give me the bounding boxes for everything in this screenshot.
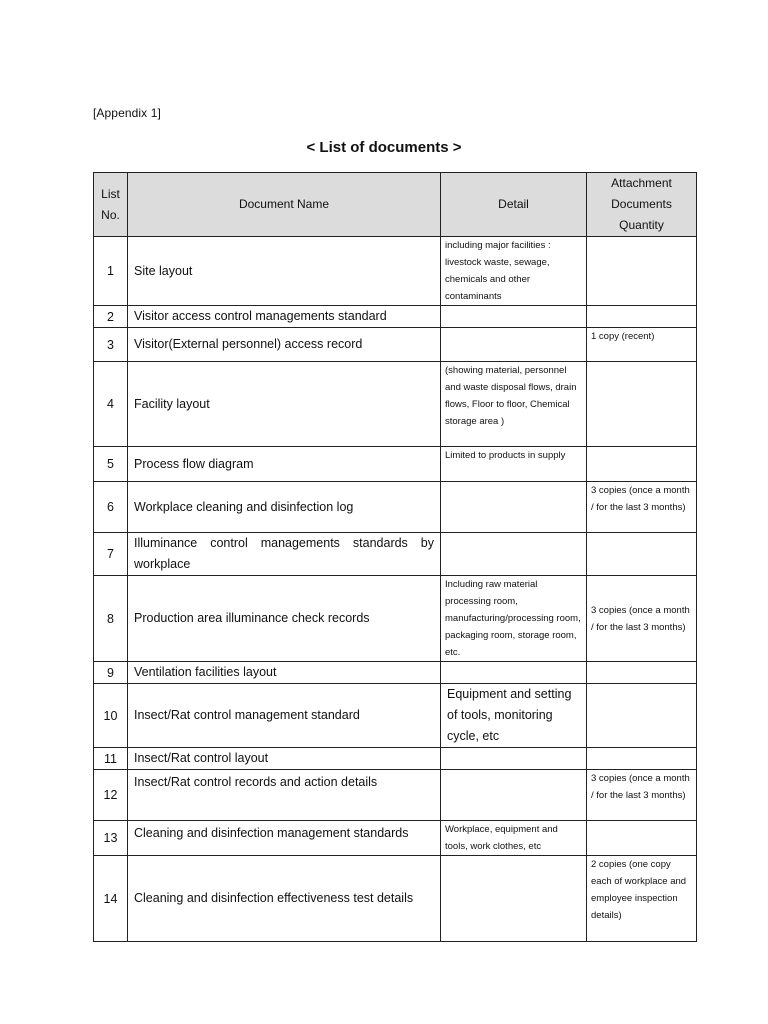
table-row bbox=[94, 482, 697, 533]
document-name: Production area illuminance check records bbox=[128, 576, 441, 662]
document-detail: including major facilities : livestock waste, sewage, chemicals and other contaminants bbox=[441, 237, 587, 306]
document-name: Site layout bbox=[128, 237, 441, 306]
table-row bbox=[94, 856, 697, 942]
attachment-quantity bbox=[587, 748, 697, 770]
row-number: 7 bbox=[94, 533, 128, 576]
attachment-quantity bbox=[587, 533, 697, 576]
row-number: 4 bbox=[94, 362, 128, 447]
document-name: Process flow diagram bbox=[128, 447, 441, 482]
row-number: 1 bbox=[94, 237, 128, 306]
document-name: Visitor access control managements standard bbox=[128, 306, 441, 328]
attachment-quantity: 3 copies (once a month / for the last 3 months) bbox=[587, 770, 697, 821]
header-attachment-quantity bbox=[587, 173, 697, 237]
document-name: Insect/Rat control management standard bbox=[128, 684, 441, 748]
header-attachment-line2: Documents bbox=[611, 197, 672, 211]
document-detail: Workplace, equipment and tools, work clothes, etc bbox=[441, 821, 587, 856]
page-title: < List of documents > bbox=[306, 139, 462, 156]
attachment-quantity bbox=[587, 684, 697, 748]
table-row bbox=[94, 748, 697, 770]
attachment-quantity bbox=[587, 447, 697, 482]
row-number: 2 bbox=[94, 306, 128, 328]
document-name: Facility layout bbox=[128, 362, 441, 447]
document-detail bbox=[441, 662, 587, 684]
row-number: 10 bbox=[94, 684, 128, 748]
header-list-no-line2: No. bbox=[101, 207, 120, 222]
attachment-quantity: 2 copies (one copy each of workplace and employee inspection details) bbox=[587, 856, 697, 942]
document-detail: Limited to products in supply bbox=[441, 447, 587, 482]
row-number: 8 bbox=[94, 576, 128, 662]
header-list-no bbox=[94, 173, 128, 237]
row-number: 13 bbox=[94, 821, 128, 856]
document-name: Insect/Rat control records and action details bbox=[128, 770, 441, 821]
row-number: 5 bbox=[94, 447, 128, 482]
table-row bbox=[94, 328, 697, 362]
table-row bbox=[94, 821, 697, 856]
attachment-quantity: 1 copy (recent) bbox=[587, 328, 697, 362]
table-row bbox=[94, 770, 697, 821]
table-row bbox=[94, 662, 697, 684]
document-detail: Equipment and setting of tools, monitoring cycle, etc bbox=[441, 684, 587, 748]
document-name: Cleaning and disinfection effectiveness test details bbox=[128, 856, 441, 942]
document-detail: (showing material, personnel and waste disposal flows, drain flows, Floor to floor, Chemical storage area ) bbox=[441, 362, 587, 447]
document-detail bbox=[441, 748, 587, 770]
document-name: Workplace cleaning and disinfection log bbox=[128, 482, 441, 533]
attachment-quantity bbox=[587, 237, 697, 306]
document-detail bbox=[441, 533, 587, 576]
table-row bbox=[94, 533, 697, 576]
document-name: Visitor(External personnel) access record bbox=[128, 328, 441, 362]
document-name: Ventilation facilities layout bbox=[128, 662, 441, 684]
document-name: Illuminance control managements standards by workplace bbox=[128, 533, 441, 576]
document-detail: Including raw material processing room, manufacturing/processing room, packaging room, storage room, etc. bbox=[441, 576, 587, 662]
table-row bbox=[94, 237, 697, 306]
document-name: Insect/Rat control layout bbox=[128, 748, 441, 770]
table-header-row bbox=[94, 173, 697, 237]
row-number: 6 bbox=[94, 482, 128, 533]
document-detail bbox=[441, 856, 587, 942]
document-name: Cleaning and disinfection management standards bbox=[128, 821, 441, 856]
header-attachment-line3: Quantity bbox=[619, 218, 664, 232]
table-row bbox=[94, 447, 697, 482]
document-detail bbox=[441, 328, 587, 362]
table-row bbox=[94, 684, 697, 748]
attachment-quantity bbox=[587, 662, 697, 684]
table-row bbox=[94, 362, 697, 447]
attachment-quantity bbox=[587, 362, 697, 447]
row-number: 9 bbox=[94, 662, 128, 684]
attachment-quantity bbox=[587, 306, 697, 328]
row-number: 14 bbox=[94, 856, 128, 942]
appendix-label: [Appendix 1] bbox=[93, 106, 161, 120]
header-document-name: Document Name bbox=[128, 173, 441, 237]
attachment-quantity: 3 copies (once a month / for the last 3 months) bbox=[587, 576, 697, 662]
document-detail bbox=[441, 482, 587, 533]
attachment-quantity bbox=[587, 821, 697, 856]
attachment-quantity: 3 copies (once a month / for the last 3 months) bbox=[587, 482, 697, 533]
document-detail bbox=[441, 770, 587, 821]
table-row bbox=[94, 576, 697, 662]
header-detail: Detail bbox=[441, 173, 587, 237]
table-row bbox=[94, 306, 697, 328]
header-list-no-line1: List bbox=[101, 186, 120, 201]
row-number: 12 bbox=[94, 770, 128, 821]
header-attachment-line1: Attachment bbox=[611, 176, 672, 190]
document-detail bbox=[441, 306, 587, 328]
row-number: 3 bbox=[94, 328, 128, 362]
documents-table bbox=[93, 172, 697, 942]
row-number: 11 bbox=[94, 748, 128, 770]
